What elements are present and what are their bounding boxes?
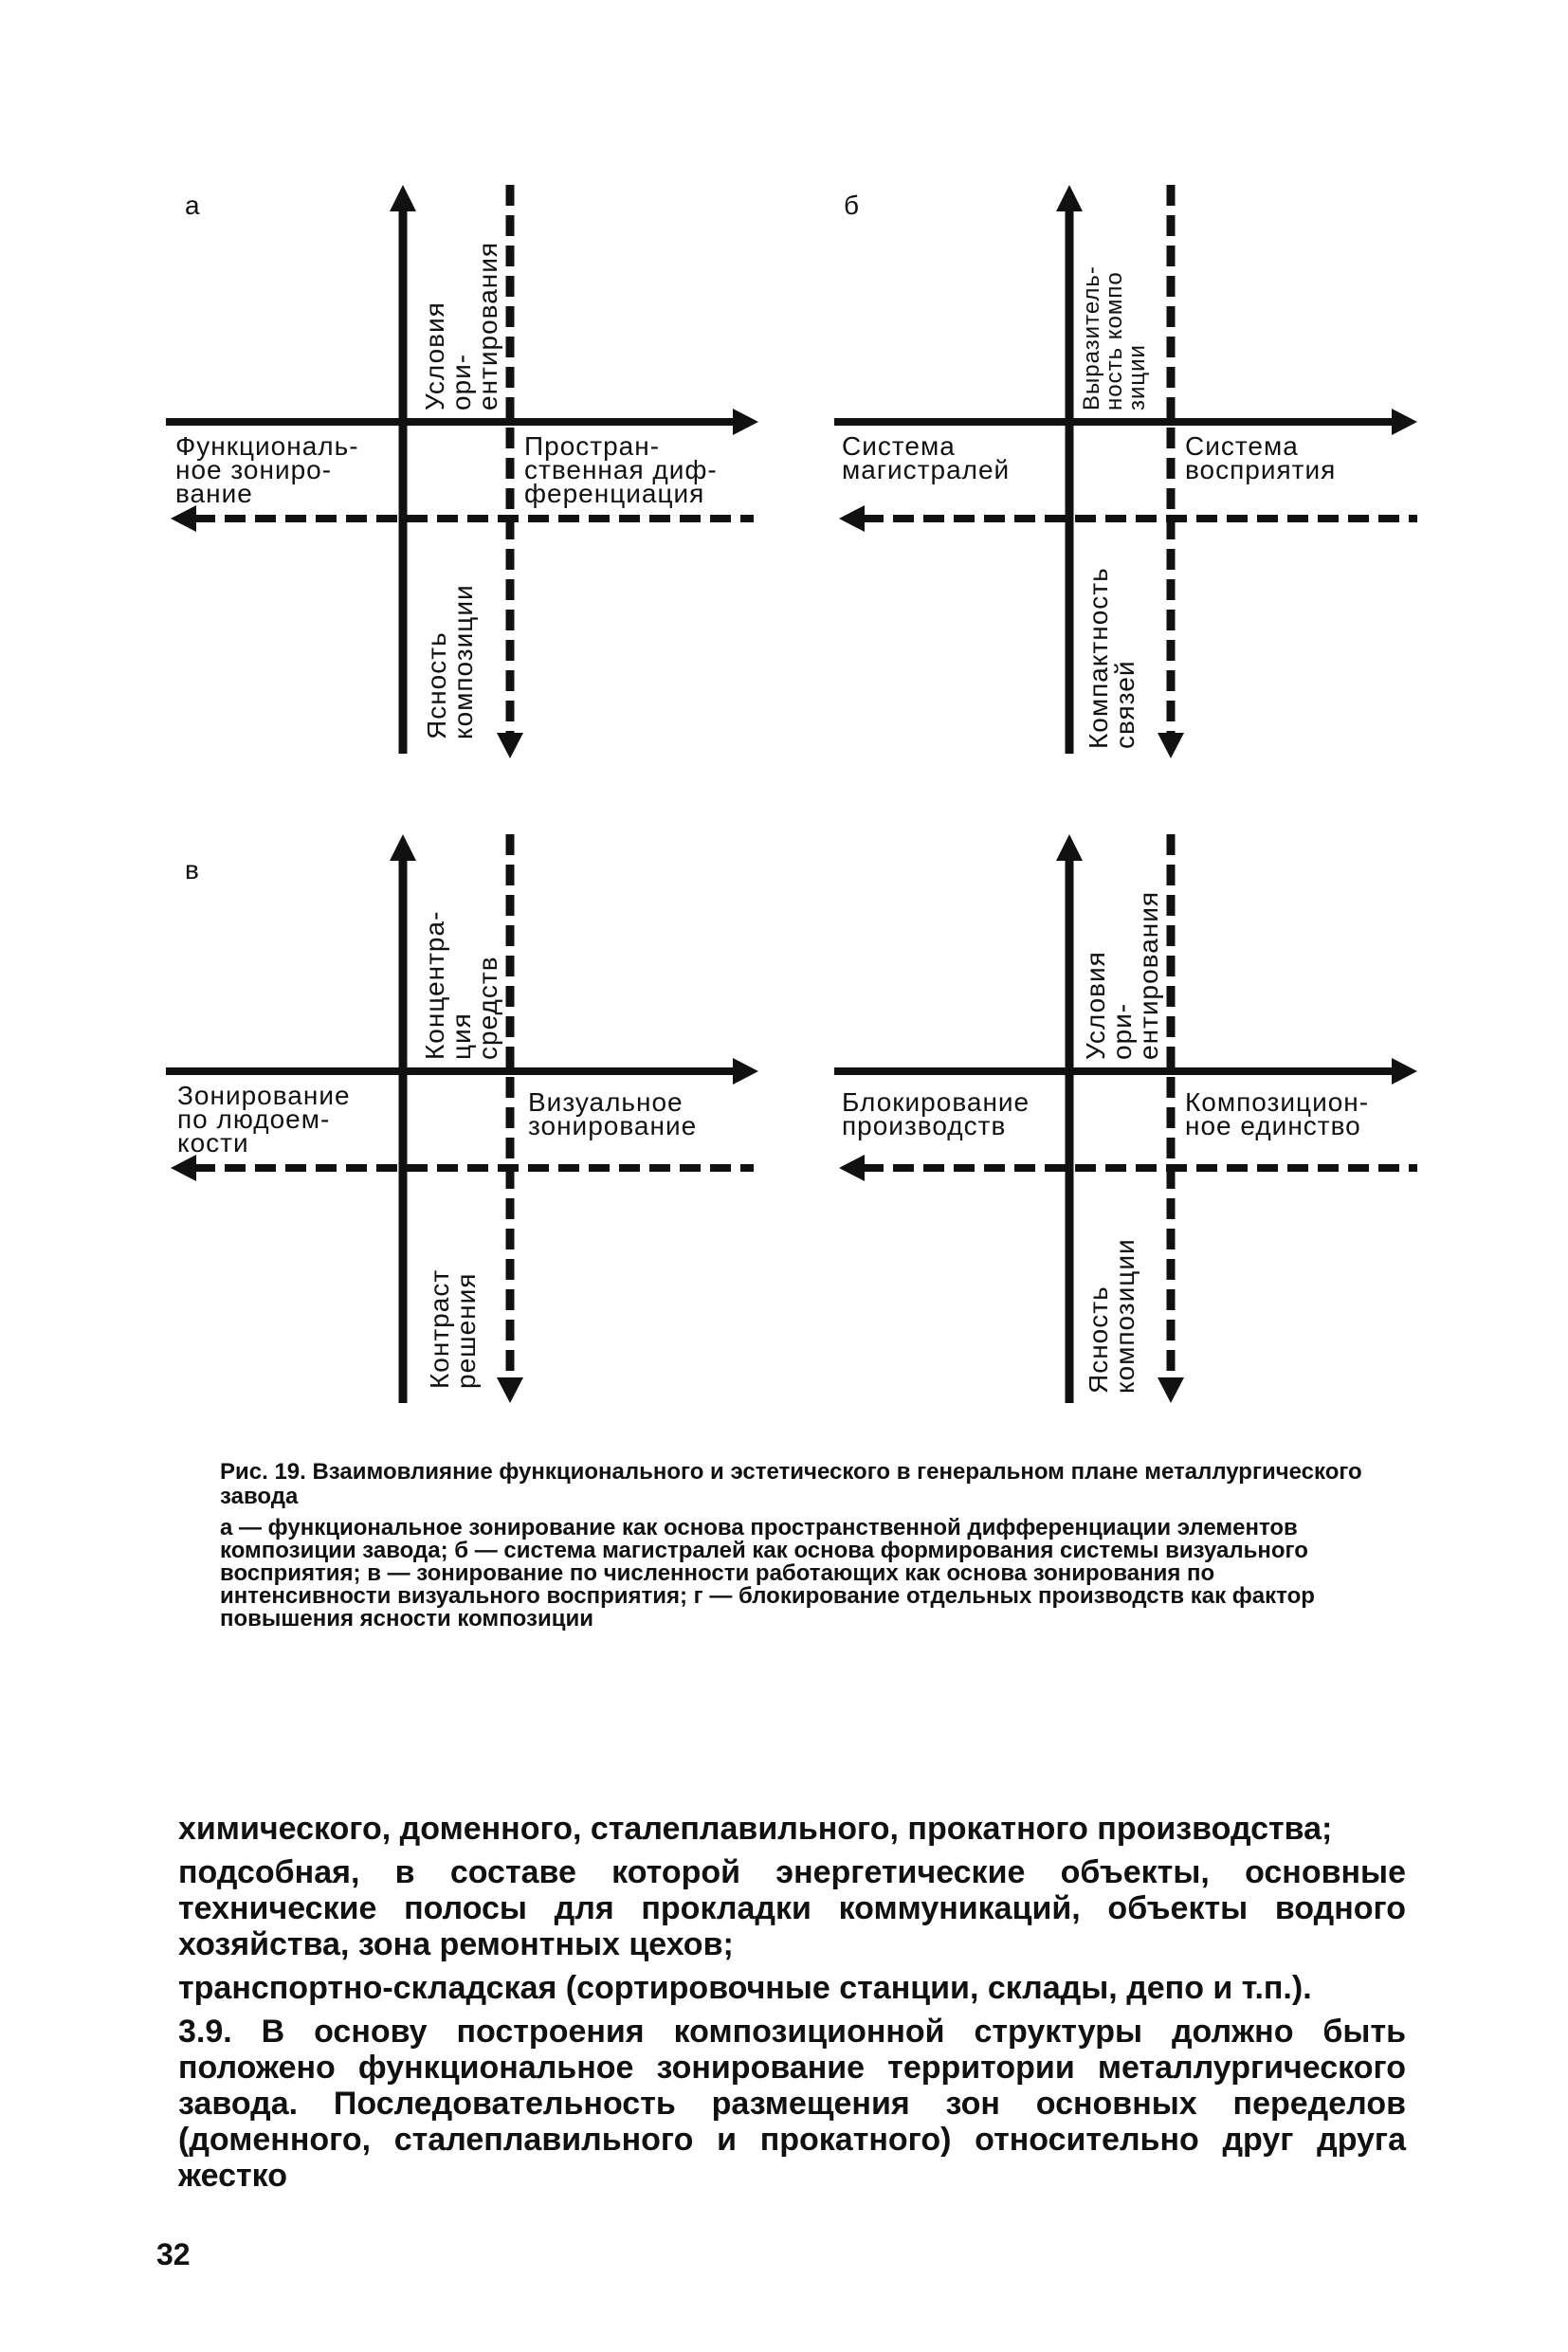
body-text (178, 1811, 1406, 2201)
paragraph: транспортно-складская (сортировочные станции, склады, депо и т.п.). (178, 1970, 1312, 2006)
paragraph: химического, доменного, сталеплавильного, прокатного производства; (178, 1811, 1333, 1847)
caption-body: а — функциональное зонирование как основа пространственной дифференциации элементов композиции завода; б — система магистралей как основа формирования системы визуального восприятия; в — зонирование по численности работающих как основа зонирования по интенсивности визуального восприятия; г — блокирование отдельных производств как фактор повышения ясности композиции (220, 1515, 1315, 1632)
left-label: Система магистралей (842, 431, 1011, 484)
diagram-a: а Условия ори- ентирования Функциональ- ное зониро- вание Простран- ственная диф- ференциация Ясность композиции (166, 185, 773, 773)
caption-title: Рис. 19. Взаимовлияние функционального и эстетического в генеральном плане металлургического завода (220, 1459, 1362, 1509)
diagram-b: б Выразитель- ность компо зиции Система магистралей Система восприятия Компактность связей (825, 185, 1431, 773)
page-number: 32 (156, 2237, 191, 2271)
figure-caption (220, 1460, 1372, 1631)
left-label: Функциональ- ное зониро- вание (175, 431, 359, 508)
paragraph: подсобная, в составе которой энергетические объекты, основные технические полосы для прокладки коммуникаций, объекты водного хозяйства, зона ремонтных цехов; (178, 1854, 1406, 1962)
paragraph: 3.9. В основу построения композиционной структуры должно быть положено функциональное зонирование территории металлургического завода. Последовательность размещения зон основных переделов (доменного, сталеплавильного и прокатного) относительно друг друга жестко (178, 2014, 1406, 2194)
left-label: Зонирование по людоем- кости (177, 1081, 351, 1158)
panel-letter: б (844, 191, 860, 220)
diagram-g: Условия ори- ентирования Блокирование производств Композицион- ное единство Ясность композиции (825, 834, 1431, 1422)
right-label: Простран- ственная диф- ференциация (524, 431, 718, 508)
panel-letter: а (185, 191, 200, 220)
diagram-v: в Концентра- ция средств Зонирование по людоем- кости Визуальное зонирование Контраст решения (166, 834, 773, 1422)
right-label: Композицион- ное единство (1185, 1087, 1370, 1140)
panel-letter: в (185, 855, 199, 884)
right-label: Система восприятия (1185, 431, 1337, 484)
right-label: Визуальное зонирование (528, 1087, 698, 1140)
left-label: Блокирование производств (842, 1087, 1030, 1140)
